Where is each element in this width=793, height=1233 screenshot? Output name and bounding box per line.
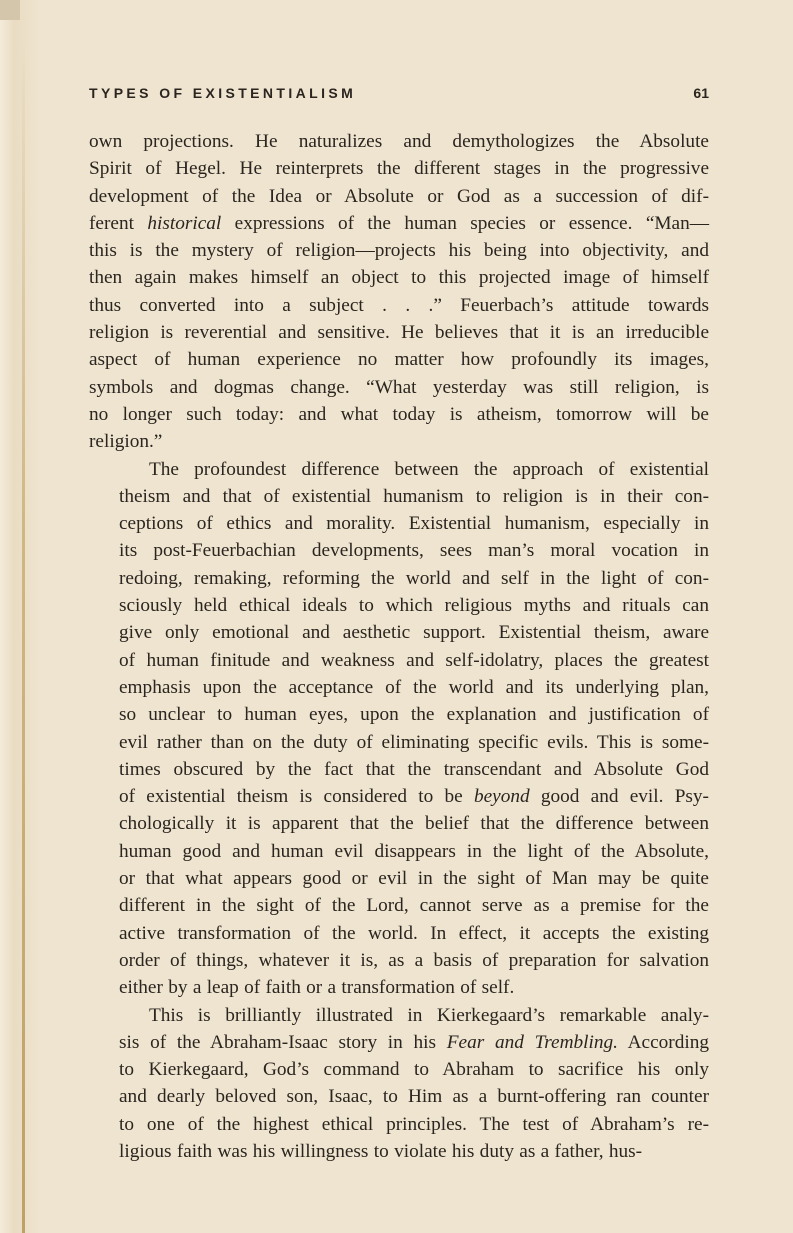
binding-shadow [22, 40, 25, 1233]
paragraph [89, 128, 709, 456]
text-line [89, 810, 709, 837]
text-run: human good and human evil disappears in the light of the Absolute, [119, 840, 709, 862]
text-line [89, 565, 709, 592]
text-line [89, 1111, 709, 1138]
text-line [89, 401, 709, 428]
body-text [89, 128, 709, 1165]
page-number: 61 [693, 85, 709, 101]
text-run: times obscured by the fact that the transcendant and Absolute God [119, 758, 709, 780]
text-run: order of things, whatever it is, as a basis of preparation for salvation [119, 949, 709, 971]
text-line [89, 1138, 709, 1165]
text-line [89, 647, 709, 674]
text-line [89, 264, 709, 291]
text-run: to one of the highest ethical principles. The test of Abraham’s re- [119, 1113, 709, 1135]
text-run: This is brilliantly illustrated in Kierkegaard’s remarkable analy- [149, 1004, 709, 1026]
text-line [89, 428, 709, 455]
text-run: of human finitude and weakness and self-idolatry, places the greatest [119, 649, 709, 671]
text-run: its post-Feuerbachian developments, sees man’s moral vocation in [119, 540, 709, 562]
text-line [89, 1002, 709, 1029]
text-line [89, 947, 709, 974]
text-line [89, 974, 709, 1001]
text-line [89, 537, 709, 564]
text-run: no longer such today: and what today is atheism, tomorrow will be [89, 403, 709, 425]
text-line [89, 319, 709, 346]
text-run: and dearly beloved son, Isaac, to Him as a burnt-offering ran counter [119, 1086, 709, 1108]
text-line [89, 346, 709, 373]
text-line [89, 701, 709, 728]
text-run: then again makes himself an object to this projected image of himself [89, 267, 709, 289]
text-run: so unclear to human eyes, upon the explanation and justification of [119, 704, 709, 726]
text-run: redoing, remaking, reforming the world and self in the light of con- [119, 567, 709, 589]
text-run: active transformation of the world. In effect, it accepts the existing [119, 922, 709, 944]
text-run: The profoundest difference between the approach of existential [149, 458, 709, 480]
text-run: either by a leap of faith or a transformation of self. [119, 977, 515, 999]
text-line [89, 183, 709, 210]
text-line [89, 920, 709, 947]
text-run: own projections. He naturalizes and demythologizes the Absolute [89, 131, 709, 152]
text-run: chologically it is apparent that the belief that the difference between [119, 813, 709, 835]
text-line [89, 155, 709, 182]
text-run: symbols and dogmas change. “What yesterday was still religion, is [89, 376, 709, 398]
text-line [89, 510, 709, 537]
text-line [89, 483, 709, 510]
page-edge-mark [779, 60, 785, 70]
text-run: sis of the Abraham-Isaac story in his [119, 1031, 447, 1053]
text-run: ligious faith was his willingness to violate his duty as a father, hus- [119, 1140, 643, 1162]
text-line [89, 128, 709, 155]
text-run: of existential theism is considered to be [119, 786, 474, 808]
italic-text: Fear and Trembling. [446, 1031, 618, 1053]
page-corner [0, 0, 20, 20]
text-run: ceptions of ethics and morality. Existential humanism, especially in [119, 513, 709, 535]
italic-text: historical [147, 212, 222, 234]
text-line [89, 456, 709, 483]
text-line [89, 783, 709, 810]
text-run: to Kierkegaard, God’s command to Abraham to sacrifice his only [119, 1059, 709, 1081]
text-run: theism and that of existential humanism to religion is in their con- [119, 485, 709, 507]
text-run: aspect of human experience no matter how profoundly its images, [89, 349, 709, 371]
book-page [89, 85, 709, 1165]
text-line [89, 1029, 709, 1056]
text-run: emphasis upon the acceptance of the world and its underlying plan, [119, 676, 709, 698]
text-run: expressions of the human species or essence. “Man— [221, 212, 709, 234]
text-line [89, 237, 709, 264]
text-line [89, 838, 709, 865]
page-gutter [0, 0, 40, 1233]
text-line [89, 292, 709, 319]
text-line [89, 1056, 709, 1083]
text-run: thus converted into a subject . . .” Feuerbach’s attitude towards [89, 294, 709, 316]
text-run: religion is reverential and sensitive. He believes that it is an irreducible [89, 322, 709, 344]
text-run: good and evil. Psy- [529, 786, 709, 808]
text-line [89, 674, 709, 701]
text-run: sciously held ethical ideals to which religious myths and rituals can [119, 595, 709, 617]
text-line [89, 374, 709, 401]
running-title: TYPES OF EXISTENTIALISM [89, 85, 357, 101]
paragraph [89, 456, 709, 1002]
text-line [89, 729, 709, 756]
text-run: different in the sight of the Lord, cannot serve as a premise for the [119, 895, 709, 917]
text-run: development of the Idea or Absolute or God as a succession of dif- [89, 185, 709, 207]
text-line [89, 892, 709, 919]
text-run: Spirit of Hegel. He reinterprets the different stages in the progressive [89, 158, 709, 180]
italic-text: beyond [473, 786, 530, 808]
paragraph [89, 1002, 709, 1166]
text-run: evil rather than on the duty of eliminating specific evils. This is some- [119, 731, 709, 753]
text-run: this is the mystery of religion—projects his being into objectivity, and [89, 240, 709, 262]
text-line [89, 619, 709, 646]
text-run: According [617, 1031, 709, 1053]
text-line [89, 756, 709, 783]
text-line [89, 1083, 709, 1110]
text-line [89, 592, 709, 619]
text-run: or that what appears good or evil in the sight of Man may be quite [119, 868, 709, 890]
text-line [89, 210, 709, 237]
running-header [89, 85, 709, 109]
text-run: religion.” [89, 431, 163, 453]
text-run: ferent [89, 212, 148, 234]
text-line [89, 865, 709, 892]
text-run: give only emotional and aesthetic support. Existential theism, aware [119, 622, 709, 644]
